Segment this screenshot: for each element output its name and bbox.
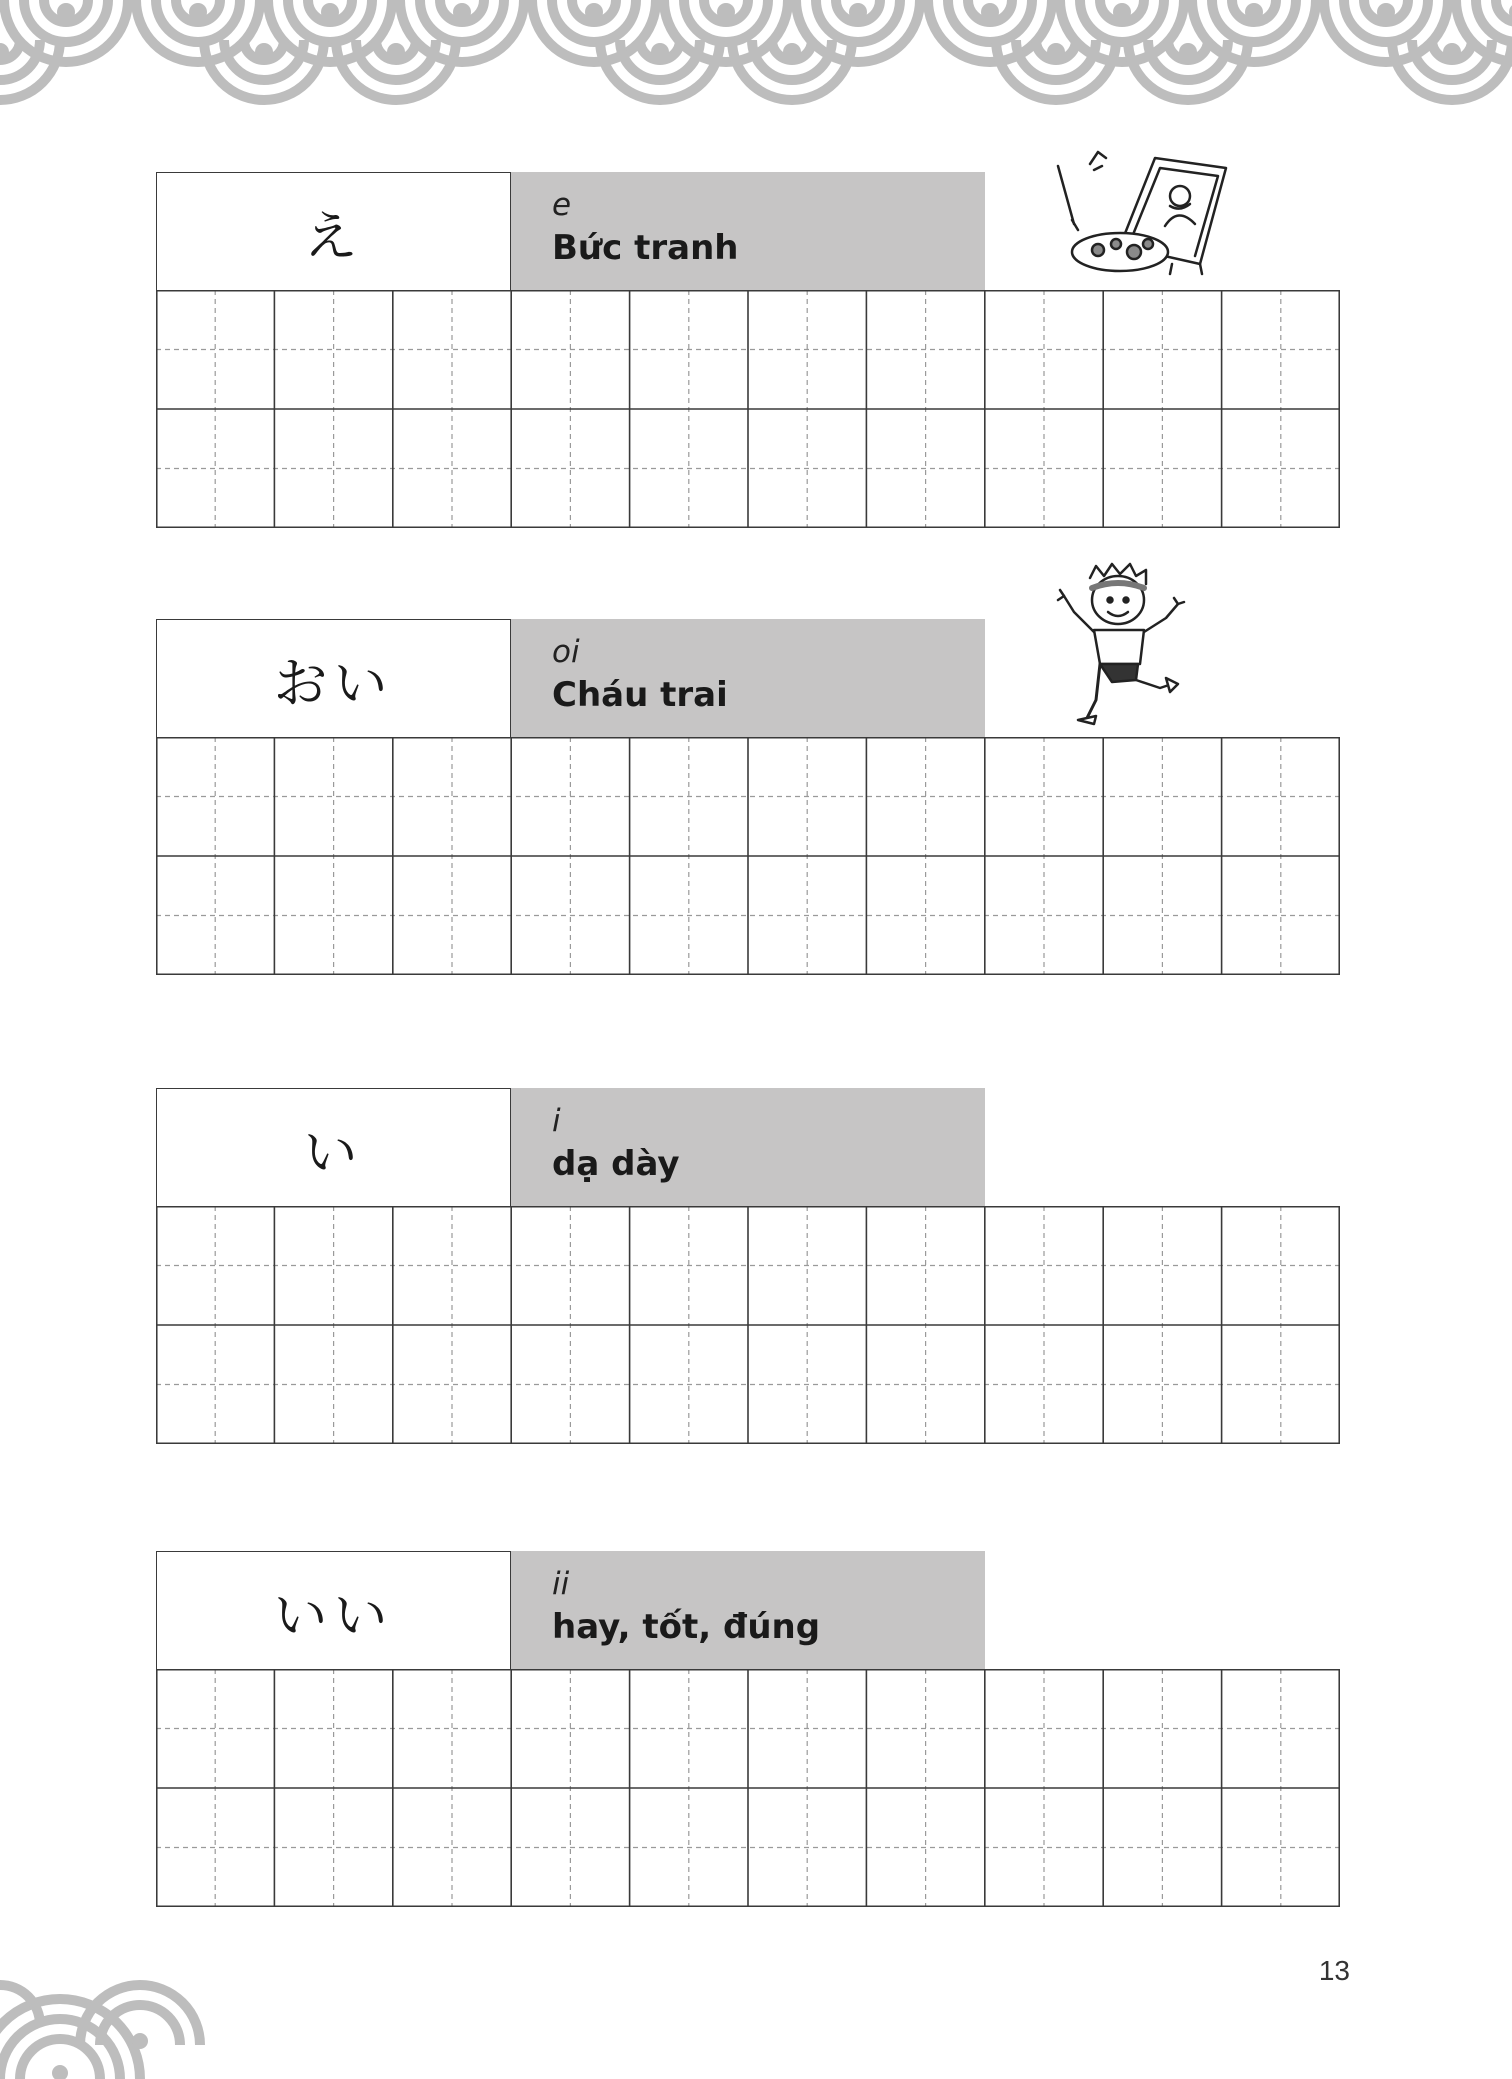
romaji-text: e xyxy=(552,187,572,223)
romaji-text: ii xyxy=(552,1566,570,1602)
word-label xyxy=(511,172,985,291)
practice-grid xyxy=(156,737,1340,975)
kana-cell xyxy=(156,172,511,291)
practice-grid xyxy=(156,1669,1340,1907)
kana-cell xyxy=(156,1088,511,1207)
meaning-text: Cháu trai xyxy=(552,675,728,715)
entry-i xyxy=(156,1088,1340,1444)
bottom-wave-decoration xyxy=(0,1955,220,2079)
word-label xyxy=(511,1551,985,1670)
practice-grid xyxy=(156,290,1340,528)
top-wave-decoration xyxy=(0,0,1512,120)
practice-grid xyxy=(156,1206,1340,1444)
romaji-text: oi xyxy=(552,634,580,670)
boy-jumping-illustration xyxy=(1052,560,1188,730)
word-label xyxy=(511,1088,985,1207)
kana-cell xyxy=(156,619,511,738)
kana-text: え xyxy=(303,204,364,268)
entry-ii xyxy=(156,1551,1340,1907)
page-number: 13 xyxy=(1318,1955,1350,1986)
kana-text: い xyxy=(303,1120,364,1184)
kana-text: いい xyxy=(273,1583,394,1647)
kana-text: おい xyxy=(273,651,394,715)
meaning-text: dạ dày xyxy=(552,1144,680,1184)
kana-cell xyxy=(156,1551,511,1670)
romaji-text: i xyxy=(552,1103,561,1139)
meaning-text: Bức tranh xyxy=(552,228,739,268)
painting-illustration xyxy=(1050,146,1230,278)
meaning-text: hay, tốt, đúng xyxy=(552,1607,821,1647)
word-label xyxy=(511,619,985,738)
